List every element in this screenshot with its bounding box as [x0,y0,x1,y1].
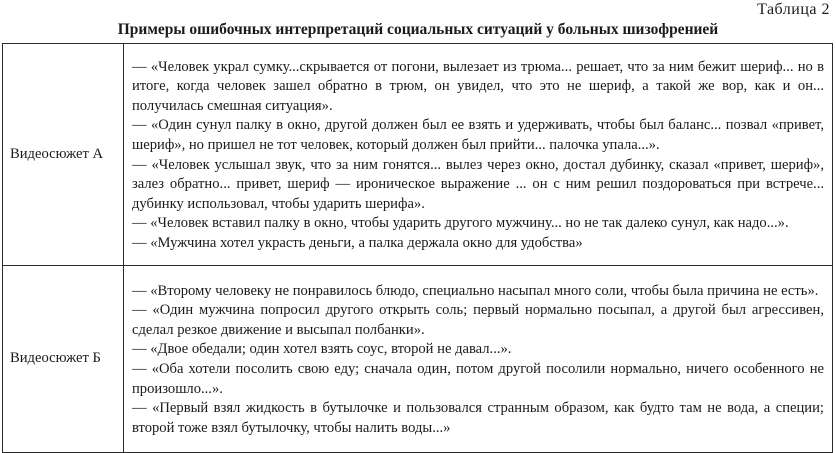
quote-item: — «Оба хотели посолить свою еду; сначала один, потом другой посолили нормально, ничего особенного не произошло...». [132,361,824,397]
table-title: Примеры ошибочных интерпретаций социальных ситуаций у больных шизофренией [117,21,719,38]
row-label: Видеосюжет А [3,44,124,266]
table-number: Таблица 2 [757,1,830,18]
quote-item: — «Человек услышал звук, что за ним гонятся... вылез через окно, достал дубинку, сказал «привет, шериф», залез обратно... привет, шериф — ироническое выражение ... он с ним решил поздороваться при встрече... дубинку использовал, чтобы ударить шерифа». [132,156,824,212]
table-row [3,266,833,453]
quotes-cell [124,44,833,266]
quote-item: — «Мужчина хотел украсть деньги, а палка держала окно для удобства» [132,234,583,251]
table-row [3,44,833,266]
quote-item: — «Человек вставил палку в окно, чтобы ударить другого мужчину... но не так далеко сунул, как надо...». [132,215,789,232]
quote-item: — «Второму человеку не понравилось блюдо, специально насыпал много соли, чтобы была причина не есть». [132,282,819,299]
quote-item: — «Первый взял жидкость в бутылочке и пользовался странным образом, как будто там не вода, а специи; второй тоже взял бутылочку, чтобы налить воды...» [132,400,824,436]
quote-item: — «Человек украл сумку...скрывается от погони, вылезает из трюма... решает, что за ним бежит шериф... но в итоге, когда человек зашел обратно в трюм, он увидел, что это не шериф, а такой же вор, как и он... получилась смешная ситуация». [132,58,824,114]
quote-item: — «Один сунул палку в окно, другой должен был ее взять и удерживать, чтобы был баланс... позвал «привет, шериф», но пришел не тот человек, который должен был прийти... палочка упала...». [132,117,824,153]
quote-item: — «Двое обедали; один хотел взять соус, второй не давал...». [132,341,512,358]
interpretations-table [2,43,833,453]
row-label: Видеосюжет Б [3,266,124,453]
quote-item: — «Один мужчина попросил другого открыть соль; первый нормально посыпал, а другой был агрессивен, сделал резкое движение и высыпал полбанки». [132,302,824,338]
quotes-cell [124,266,833,453]
